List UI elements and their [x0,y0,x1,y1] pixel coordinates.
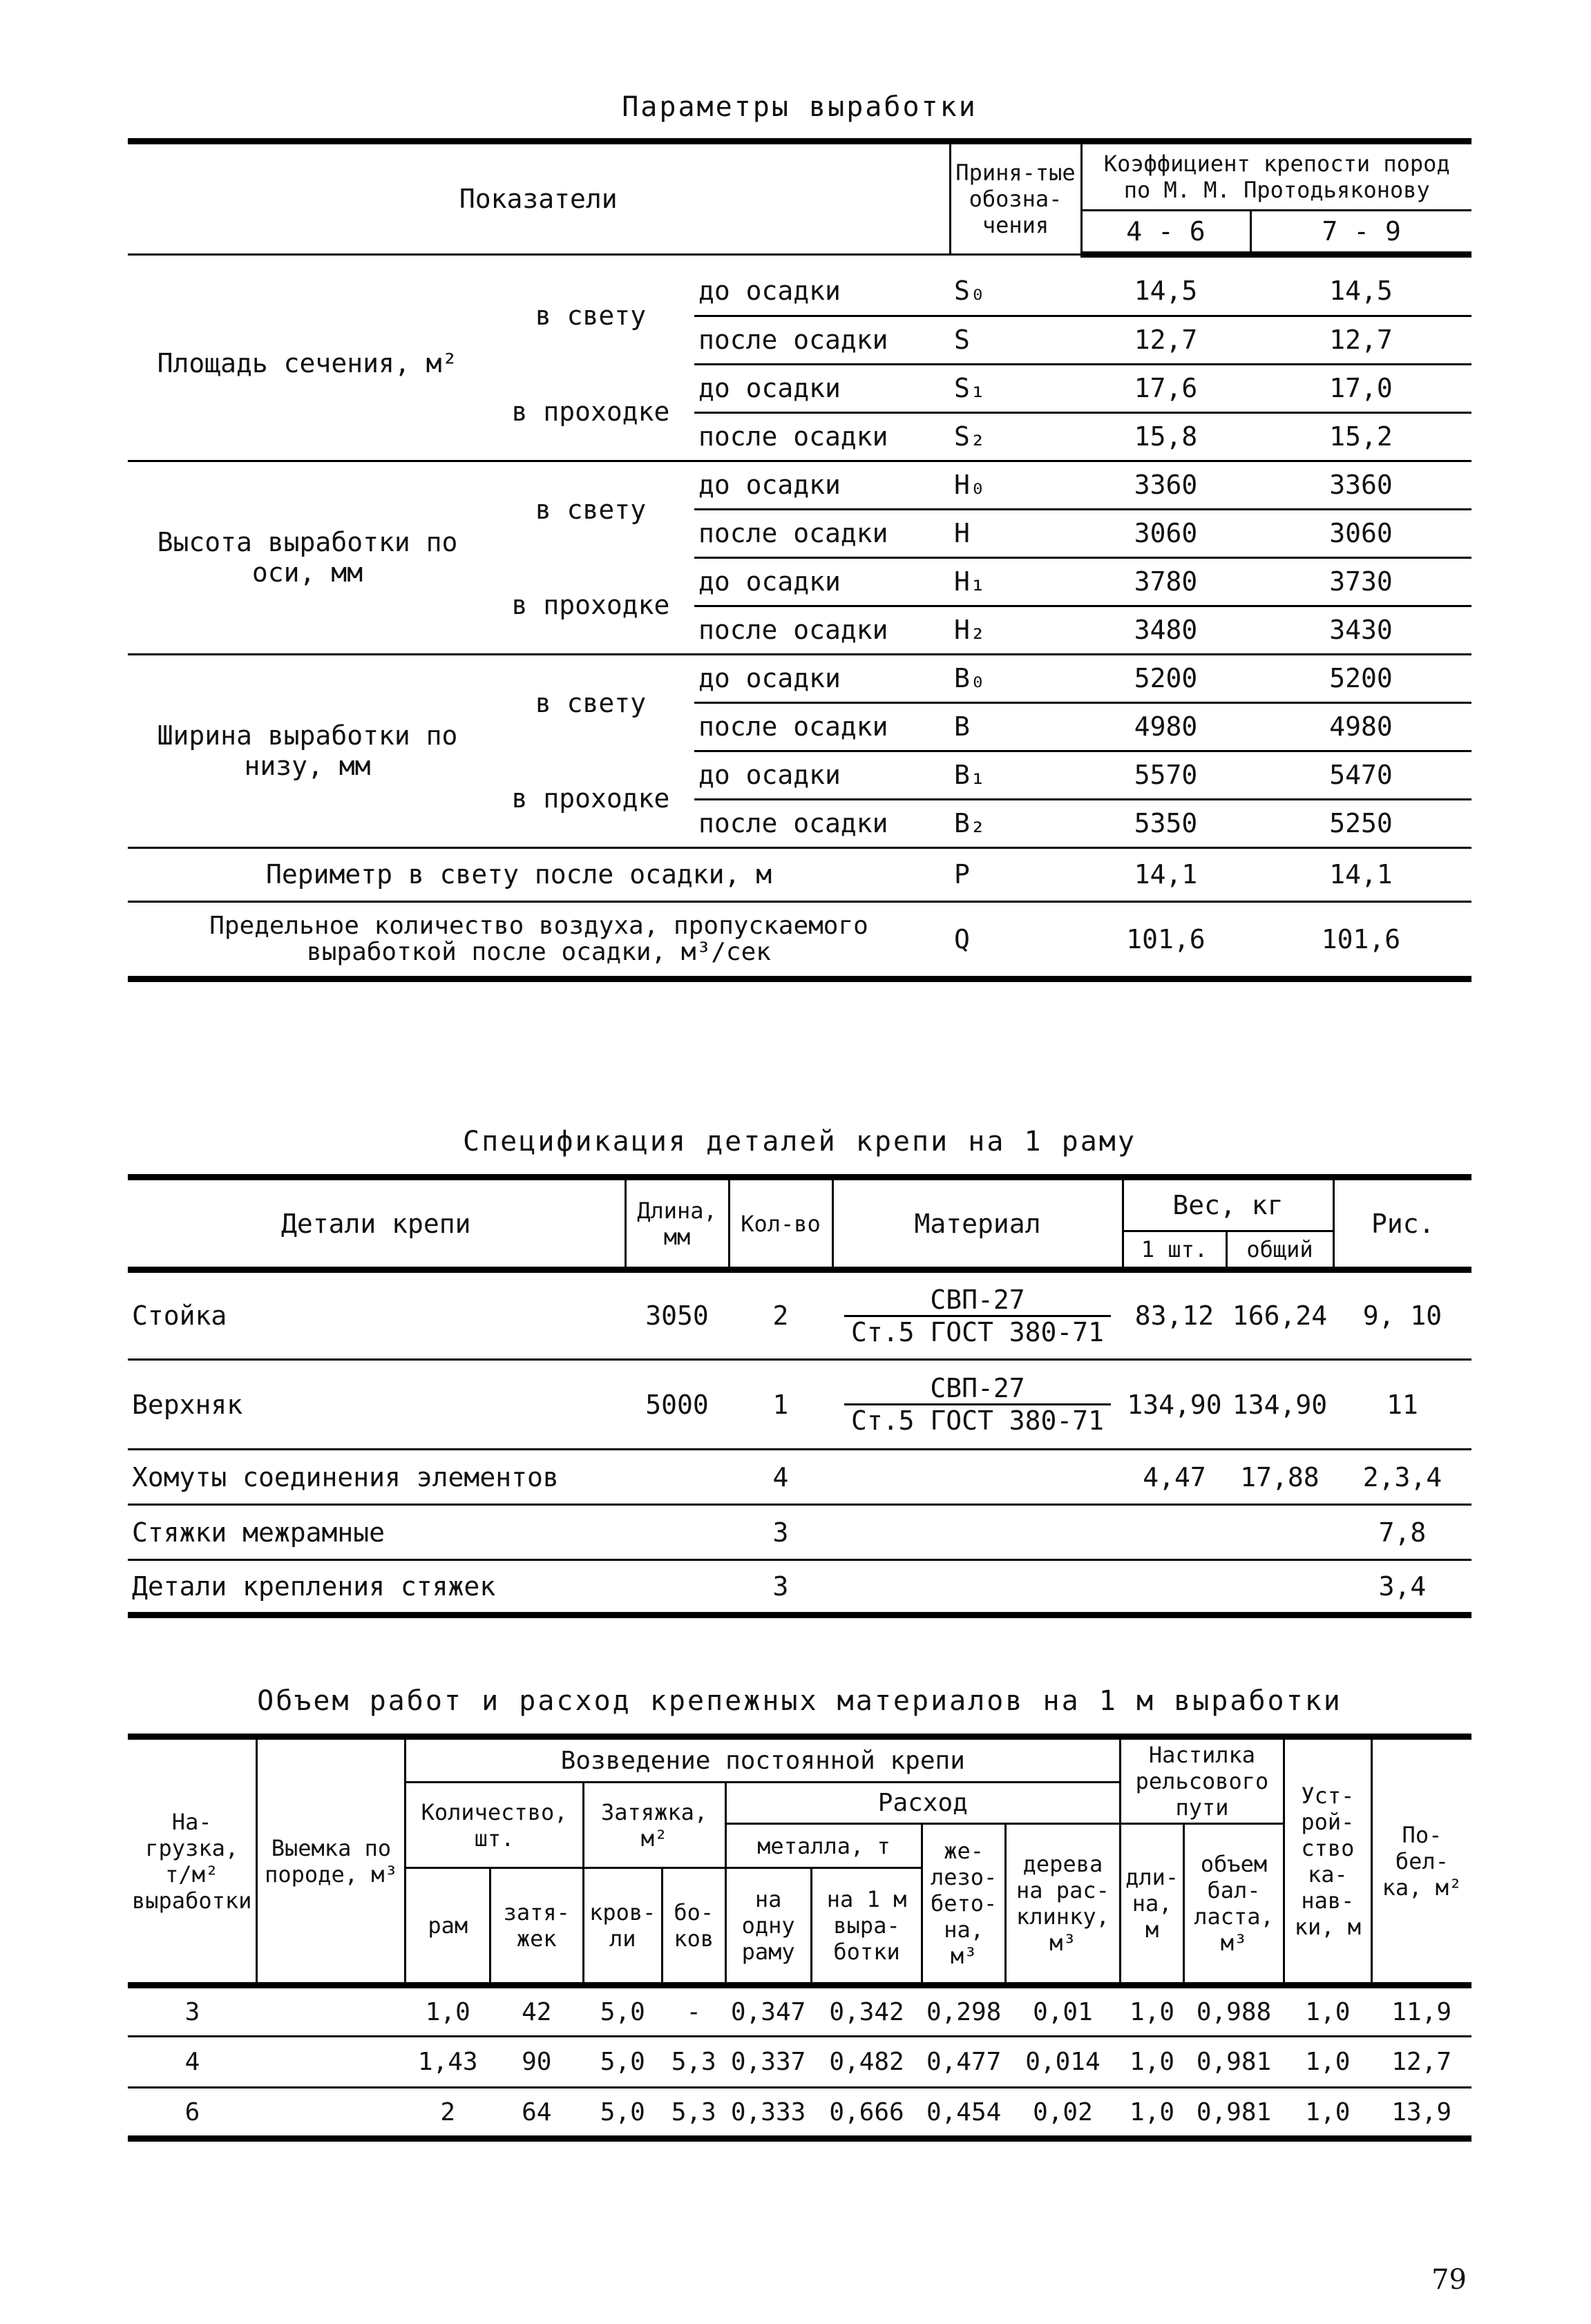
state-label: до осадки [694,654,950,702]
symbol: S₀ [950,267,1081,316]
part-quantity: 3 [772,1571,789,1602]
header-figure: Рис. [1333,1178,1471,1270]
cell-ditch: 1,0 [1284,2037,1371,2088]
material-steel: Ст.5 ГОСТ 380-71 [850,1316,1105,1347]
symbol: B [950,702,1081,751]
header-coef-4-6: 4 - 6 [1081,211,1250,255]
part-name: Детали крепления стяжек [132,1571,496,1602]
group-label: Высота выработки по оси, мм [128,461,487,654]
header-ditch: Уст-рой-ство ка-нав-ки, м [1284,1737,1371,1986]
header-sides: бо-ков [662,1868,725,1986]
cell-roof: 5,0 [583,1986,662,2037]
group-label: Ширина выработки по низу, мм [128,654,487,847]
value-7-9: 3360 [1250,461,1471,509]
cell-load: 6 [184,2097,200,2126]
state-label: после осадки [694,412,950,461]
table3-section [128,1734,1471,2142]
header-excavation: Выемка по породе, м³ [257,1737,406,1986]
cell-track-length: 1,0 [1130,2097,1175,2126]
work-row-load-3 [128,1986,1471,2037]
cell-ditch: 1,0 [1284,1986,1371,2037]
header-coef-7-9: 7 - 9 [1250,211,1471,255]
group-width [128,654,1471,847]
cell-sides: - [662,1986,725,2037]
cell-wood: 0,01 [1005,1986,1120,2037]
part-quantity: 3 [729,1505,832,1560]
value-4-6: 17,6 [1081,364,1250,412]
cell-concrete: 0,454 [926,2097,1002,2126]
header-weight-one: 1 шт. [1123,1231,1226,1270]
state-label: до осадки [694,751,950,799]
cell-wood: 0,014 [1005,2037,1120,2088]
cell-excavation [257,1986,406,2037]
header-weight-total: общий [1226,1231,1333,1270]
value-7-9: 12,7 [1250,316,1471,364]
figure-ref: 9, 10 [1333,1270,1471,1360]
state-label: после осадки [694,799,950,847]
state-label: до осадки [694,557,950,606]
header-lagging: Затяжка, м² [583,1783,725,1868]
header-indicators: Показатели [128,142,950,255]
value-4-6: 3360 [1081,461,1250,509]
value-7-9: 101,6 [1321,923,1401,954]
cell-load: 4 [128,2037,257,2088]
part-material [832,1270,1123,1360]
table2-section [128,1174,1471,1618]
cell-ballast: 0,981 [1184,2037,1284,2088]
header-reinforced-concrete: же-лезо-бето-на, м³ [922,1824,1005,1986]
value-7-9: 14,5 [1250,267,1471,316]
value-7-9: 5250 [1250,799,1471,847]
cell-whitewash: 12,7 [1371,2037,1471,2088]
header-tights: затя-жек [490,1868,583,1986]
symbol: S [950,316,1081,364]
cell-frames: 1,43 [406,2037,490,2088]
cell-metal-1m: 0,482 [811,2037,922,2088]
cell-roof: 5,0 [600,2097,645,2126]
cell-roof: 5,0 [583,2037,662,2088]
value-7-9: 5470 [1250,751,1471,799]
sub-label: в свету [535,687,647,718]
figure-ref: 11 [1333,1360,1471,1450]
symbol: Q [954,923,970,954]
material-fraction [844,1373,1111,1436]
header-weight: Вес, кг [1123,1178,1333,1231]
cell-metal-frame: 0,333 [730,2097,806,2126]
symbol: S₁ [950,364,1081,412]
value-7-9: 3430 [1250,606,1471,654]
weight-one: 4,47 [1123,1450,1226,1505]
header-coefficient: Коэффициент крепости пород по М. М. Протодьяконову [1081,142,1471,211]
sub-label: в свету [535,300,647,331]
state-label: после осадки [694,509,950,557]
table1-section [128,138,1471,982]
figure-ref: 7,8 [1333,1505,1471,1560]
header-wood: дерева на рас-клинку, м³ [1005,1824,1120,1986]
weight-one [1123,1505,1226,1560]
cell-frames: 2 [440,2097,456,2126]
cell-metal-frame: 0,337 [725,2037,811,2088]
table3-title: Объем работ и расход крепежных материалов на 1 м выработки [257,1685,1342,1717]
cell-ballast: 0,981 [1196,2097,1272,2126]
header-track-length: дли-на, м [1121,1824,1184,1986]
cell-load: 3 [128,1986,257,2037]
part-name: Верхняк [128,1360,625,1450]
parameters-table [128,138,1471,982]
cell-wood: 0,02 [1033,2097,1093,2126]
symbol: B₂ [950,799,1081,847]
spec-row-ties [128,1505,1471,1560]
cell-track-length: 1,0 [1121,1986,1184,2037]
value-4-6: 5200 [1081,654,1250,702]
header-part: Детали крепи [128,1178,625,1270]
header-ballast: объем бал-ласта, м³ [1184,1824,1284,1986]
perimeter-label: Периметр в свету после осадки, м [128,847,950,901]
header-consumption: Расход [725,1783,1121,1824]
header-quantity: Кол-во [729,1178,832,1270]
symbol: H₂ [950,606,1081,654]
cell-tights: 64 [522,2097,552,2126]
cell-track-length: 1,0 [1121,2037,1184,2088]
part-name: Хомуты соединения элементов [128,1450,625,1505]
state-label: после осадки [694,316,950,364]
part-quantity: 2 [729,1270,832,1360]
cell-sides: 5,3 [662,2037,725,2088]
value-7-9: 5200 [1250,654,1471,702]
header-notation: Приня-тые обозна-чения [950,142,1081,255]
cell-whitewash: 13,9 [1391,2097,1452,2126]
sub-label: в проходке [487,751,694,847]
part-name: Стяжки межрамные [128,1505,625,1560]
symbol: B₀ [950,654,1081,702]
cell-ballast: 0,988 [1184,1986,1284,2037]
cell-tights: 90 [490,2037,583,2088]
part-quantity: 4 [729,1450,832,1505]
material-fraction [844,1285,1111,1347]
cell-ditch: 1,0 [1305,2097,1351,2126]
header-roof: кров-ли [583,1868,662,1986]
figure-ref: 2,3,4 [1333,1450,1471,1505]
group-area [128,267,1471,461]
weight-total [1226,1505,1333,1560]
value-4-6: 3780 [1081,557,1250,606]
figure-ref: 3,4 [1378,1571,1427,1602]
symbol: Р [950,847,1081,901]
weight-one [1123,1560,1226,1615]
air-label: Предельное количество воздуха, пропускаемого выработкой после осадки, м³/сек [209,911,868,966]
header-load: На-грузка, т/м² выработки [128,1737,257,1986]
work-row-load-4 [128,2037,1471,2088]
work-row-load-6 [128,2088,1471,2139]
value-4-6: 4980 [1081,702,1250,751]
spec-row-tie-fasteners [128,1560,1471,1615]
part-length [625,1505,729,1560]
state-label: до осадки [694,461,950,509]
perimeter-row [128,847,1471,901]
cell-excavation [257,2088,406,2139]
header-track: Настилка рельсового пути [1121,1737,1284,1824]
value-4-6: 101,6 [1126,923,1206,954]
sub-label: в проходке [487,557,694,654]
value-4-6: 3480 [1081,606,1250,654]
state-label: после осадки [694,606,950,654]
cell-concrete: 0,477 [922,2037,1005,2088]
part-name: Стойка [128,1270,625,1360]
value-7-9: 17,0 [1250,364,1471,412]
weight-total: 134,90 [1226,1360,1333,1450]
part-length [625,1560,729,1615]
value-7-9: 4980 [1250,702,1471,751]
material-profile: СВП-27 [844,1285,1111,1317]
header-whitewash: По-бел-ка, м² [1371,1737,1471,1986]
symbol: H [950,509,1081,557]
header-construction: Возведение постоянной крепи [406,1737,1121,1783]
symbol: H₀ [950,461,1081,509]
specification-table [128,1174,1471,1618]
state-label: после осадки [694,702,950,751]
symbol: B₁ [950,751,1081,799]
header-length: Длина, мм [625,1178,729,1270]
weight-total: 17,88 [1226,1450,1333,1505]
spec-row-clamps [128,1450,1471,1505]
value-7-9: 3060 [1250,509,1471,557]
part-material [832,1360,1123,1450]
spec-row-verkhnyak [128,1360,1471,1450]
value-4-6: 14,5 [1081,267,1250,316]
value-7-9: 15,2 [1250,412,1471,461]
cell-sides: 5,3 [671,2097,716,2126]
cell-metal-1m: 0,666 [829,2097,904,2126]
weight-total [1226,1560,1333,1615]
header-per-frame: на одну раму [725,1868,811,1986]
value-4-6: 14,1 [1081,847,1250,901]
part-material [832,1450,1123,1505]
symbol: H₁ [950,557,1081,606]
table1-title: Параметры выработки [622,91,978,123]
value-4-6: 5350 [1081,799,1250,847]
weight-one: 83,12 [1123,1270,1226,1360]
value-4-6: 12,7 [1081,316,1250,364]
sub-label: в свету [535,494,647,525]
table2-title: Спецификация деталей крепи на 1 раму [463,1126,1136,1158]
sub-label: в проходке [487,364,694,461]
state-label: до осадки [694,267,950,316]
material-profile: СВП-27 [844,1373,1111,1405]
air-row [128,901,1471,979]
cell-frames: 1,0 [406,1986,490,2037]
work-volume-table [128,1734,1471,2142]
part-length: 3050 [625,1270,729,1360]
part-material [832,1560,1123,1615]
page-number: 79 [1431,2264,1467,2296]
weight-one: 134,90 [1123,1360,1226,1450]
part-material [832,1505,1123,1560]
value-4-6: 5570 [1081,751,1250,799]
value-7-9: 14,1 [1250,847,1471,901]
value-4-6: 15,8 [1081,412,1250,461]
part-length: 5000 [625,1360,729,1450]
symbol: S₂ [950,412,1081,461]
cell-whitewash: 11,9 [1371,1986,1471,2037]
part-length [625,1450,729,1505]
cell-excavation [257,2037,406,2088]
value-7-9: 3730 [1250,557,1471,606]
header-frames: рам [406,1868,490,1986]
header-per-1m: на 1 м выра-ботки [811,1868,922,1986]
cell-concrete: 0,298 [922,1986,1005,2037]
part-quantity: 1 [729,1360,832,1450]
cell-metal-1m: 0,342 [811,1986,922,2037]
state-label: до осадки [694,364,950,412]
header-material: Материал [832,1178,1123,1270]
weight-total: 166,24 [1226,1270,1333,1360]
group-height [128,461,1471,654]
material-steel: Ст.5 ГОСТ 380-71 [850,1405,1105,1436]
cell-metal-frame: 0,347 [725,1986,811,2037]
value-4-6: 3060 [1081,509,1250,557]
group-label: Площадь сечения, м² [128,267,487,461]
cell-tights: 42 [490,1986,583,2037]
header-metal: металла, т [725,1824,922,1868]
header-count: Количество, шт. [406,1783,583,1868]
spec-row-stoika [128,1270,1471,1360]
